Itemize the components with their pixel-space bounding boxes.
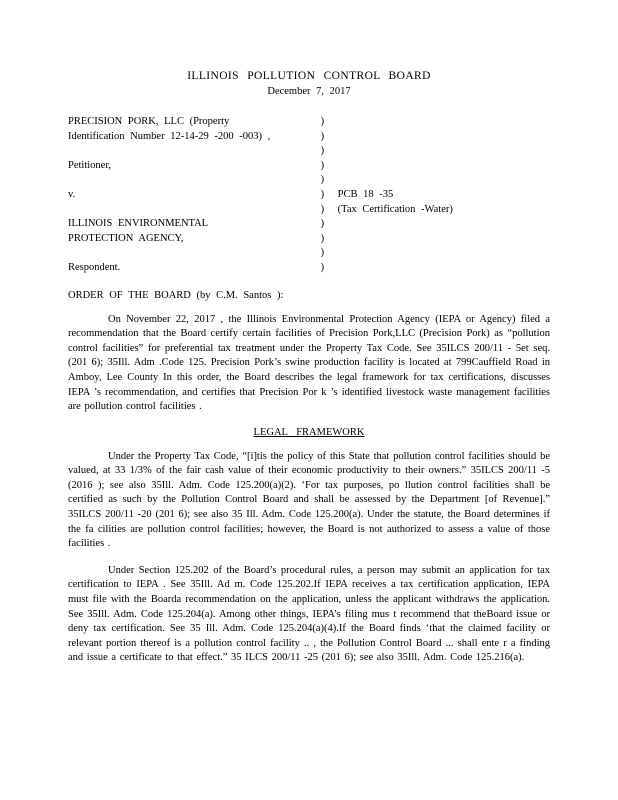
paragraph-property-tax-code: Under the Property Tax Code, “[i]tis the policy of this State that pollution control facilities should be valued, at 33 1/3% of the fair cash value of their economic productivity to their owners.” 35ILCS 200/11 -5 (2016 ); see also 35Ill. Adm. Code 125.200(a)(2). ‘For tax purposes, po llution control facilities shall be certified as such by the Pollution Control Board and shall be assessed by the Department [of Revenue].” 35ILCS 200/11 -20 (201 6); see also 35 Ill. Adm. Code 125.200(a). Under the statute, the Board determines if the fa cilities are pollution control facilities; however, the Board is not authorized to assess a value of those facilities . — [68, 450, 550, 550]
caption-row — [68, 173, 550, 188]
caption-paren: ) — [320, 232, 325, 244]
caption-right-blank — [338, 261, 550, 276]
caption-row — [68, 246, 550, 261]
caption-spacer — [68, 173, 321, 188]
respondent-name-line2: PROTECTION AGENCY, — [68, 232, 184, 244]
case-type: (Tax Certification -Water) — [337, 203, 453, 215]
caption-spacer — [68, 144, 321, 159]
caption-right-blank — [338, 115, 550, 130]
caption-right-blank — [338, 232, 550, 247]
caption-right-blank — [338, 144, 550, 159]
case-caption — [68, 115, 550, 276]
caption-right-blank — [338, 159, 550, 174]
caption-row — [68, 261, 550, 276]
paragraph-section-125202: Under Section 125.202 of the Board’s procedural rules, a person may submit an application for tax certification to IEPA . See 35Ill. Ad m. Code 125.202.If IEPA receives a tax certification application, IEPA must file with the Boarda recommendation on the application, unless the applicant withdraws the application. See 35Ill. Adm. Code 125.204(a). Among other things, IEPA’s filing mus t recommend that theBoard issue or deny tax certification. See 35 Ill. Adm. Code 125.204(a)(4).If the Board finds ‘that the claimed facility or relevant portion thereof is a pollution control facility .. , the Pollution Control Board ... shall ente r a finding and issue a certificate to that effect.” 35 ILCS 200/11 -25 (201 6); see also 35Ill. Adm. Code 125.216(a). — [68, 564, 550, 664]
caption-right-blank — [338, 217, 550, 232]
petitioner-name-line1: PRECISION PORK, LLC (Property — [68, 116, 230, 127]
caption-paren: ) — [320, 159, 325, 171]
caption-paren: ) — [320, 188, 325, 200]
petitioner-label: Petitioner, — [68, 159, 112, 171]
caption-right-blank — [338, 246, 550, 261]
caption-right-blank — [338, 173, 550, 188]
paragraph-background: On November 22, 2017 , the Illinois Environmental Protection Agency (IEPA or Agency) filed a recommendation that the Board certify certain facilities of Precision Pork,LLC (Precision Pork) as “pollution control facilities” for preferential tax treatment under the Property Tax Code. See 35ILCS 200/11 - 5et seq. (201 6); 35Ill. Adm .Code 125. Precision Pork’s swine production facility is located at 799Cauffield Road in Amboy, Lee County In this order, the Board describes the legal framework for tax certifications, discusses IEPA ’s recommendation, and certifies that Precision Por k ’s identified livestock waste management facilities are pollution control facilities . — [68, 313, 550, 413]
section-heading-text: LEGAL FRAMEWORK — [253, 426, 365, 438]
caption-paren: ) — [320, 174, 325, 186]
versus-label: v. — [68, 188, 76, 200]
caption-spacer — [68, 246, 321, 261]
caption-right-blank — [338, 130, 550, 145]
caption-row — [68, 203, 550, 218]
caption-spacer — [68, 203, 321, 218]
caption-paren: ) — [320, 203, 325, 215]
caption-paren: ) — [320, 218, 325, 230]
caption-paren: ) — [320, 116, 325, 127]
caption-paren: ) — [320, 247, 325, 259]
petitioner-name-line2: Identification Number 12-14-29 -200 -003) , — [68, 130, 271, 142]
section-heading-legal-framework — [68, 427, 550, 438]
caption-row — [68, 232, 550, 247]
caption-paren: ) — [320, 145, 325, 157]
caption-row — [68, 130, 550, 145]
caption-row — [68, 188, 550, 203]
caption-paren: ) — [320, 130, 325, 142]
caption-row — [68, 159, 550, 174]
court-title: ILLINOIS POLLUTION CONTROL BOARD — [187, 70, 431, 82]
respondent-label: Respondent. — [68, 261, 121, 273]
document-body — [68, 70, 550, 678]
caption-row — [68, 144, 550, 159]
caption-row — [68, 217, 550, 232]
order-byline: ORDER OF THE BOARD (by C.M. Santos ): — [68, 289, 284, 301]
filing-date: December 7, 2017 — [267, 86, 351, 97]
respondent-name-line1: ILLINOIS ENVIRONMENTAL — [68, 218, 209, 230]
case-number: PCB 18 -35 — [337, 188, 394, 200]
caption-row — [68, 115, 550, 130]
caption-paren: ) — [320, 261, 325, 273]
